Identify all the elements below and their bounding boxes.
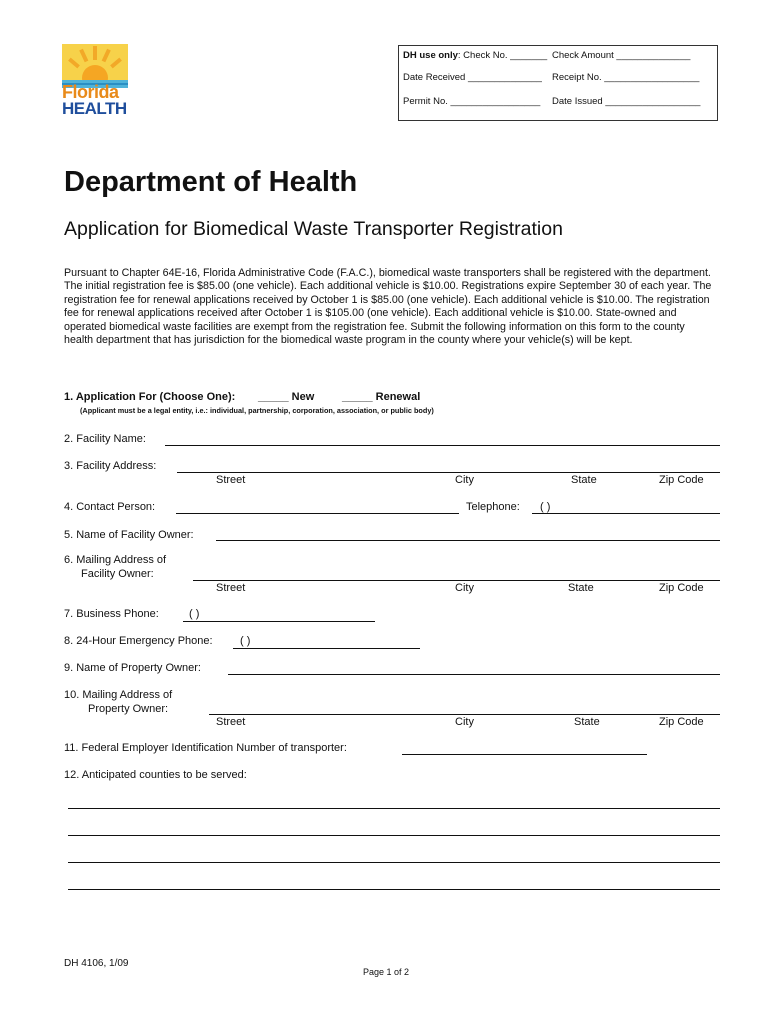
property-owner-label: 9. Name of Property Owner: <box>64 662 201 674</box>
property-address-state-label: State <box>574 716 600 728</box>
florida-health-logo <box>62 44 128 122</box>
property-owner-input[interactable] <box>228 674 720 675</box>
business-phone-area-code: ( ) <box>189 608 200 620</box>
facility-address-city-label: City <box>455 474 474 486</box>
check-amount-field[interactable]: Check Amount ______________ <box>552 50 691 61</box>
q1-label: 1. Application For (Choose One): <box>64 391 236 403</box>
facility-address-state-label: State <box>571 474 597 486</box>
business-phone-label: 7. Business Phone: <box>64 608 159 620</box>
telephone-label: Telephone: <box>466 501 520 513</box>
receipt-no-field[interactable]: Receipt No. __________________ <box>552 72 700 83</box>
business-phone-input[interactable] <box>183 621 375 622</box>
form-id: DH 4106, 1/09 <box>64 958 129 969</box>
counties-input-line-2[interactable] <box>68 835 720 836</box>
q1-option-new[interactable]: _____ New <box>258 391 315 403</box>
logo-text-florida: Florida <box>62 82 119 102</box>
facility-owner-input[interactable] <box>216 540 720 541</box>
counties-input-line-3[interactable] <box>68 862 720 863</box>
logo-text-health: HEALTH <box>62 99 127 118</box>
page-subtitle: Application for Biomedical Waste Transporter Registration <box>64 218 563 240</box>
fein-input[interactable] <box>402 754 647 755</box>
contact-person-input[interactable] <box>176 513 459 514</box>
owner-address-city-label: City <box>455 582 474 594</box>
telephone-input[interactable] <box>532 513 720 514</box>
facility-owner-mailing-label-2: Facility Owner: <box>81 568 154 580</box>
page-number: Page 1 of 2 <box>363 967 410 977</box>
facility-name-input[interactable] <box>165 445 720 446</box>
intro-paragraph: Pursuant to Chapter 64E-16, Florida Administrative Code (F.A.C.), biomedical waste transporters shall be registered with the department. The initial registration fee is $85.00 (one vehicle). Each additional vehicle is $10.00. Registrations expire September 30 of each year. The registration fee for renewal applications received by October 1 is $85.00 (one vehicle). Each additional vehicle is $10.00. The registration fee for renewal applications received after October 1 is $105.00 (one vehicle). Each additional vehicle is $10.00. State-owned and operated biomedical waste facilities are exempt from the registration fee. Submit the following information on this form to the county health department that has jurisdiction for the biomedical waste program in the county where your vehicle(s) will be kept. <box>64 267 712 347</box>
property-owner-mailing-label-2: Property Owner: <box>88 703 169 715</box>
date-received-field[interactable]: Date Received ______________ <box>403 72 542 83</box>
facility-owner-mailing-input[interactable] <box>193 580 720 581</box>
facility-address-zip-label: Zip Code <box>659 474 704 486</box>
permit-no-field[interactable]: Permit No. _________________ <box>403 96 541 107</box>
q1-note: (Applicant must be a legal entity, i.e.: individual, partnership, corporation, association, or public body) <box>80 406 434 415</box>
facility-name-label: 2. Facility Name: <box>64 433 146 445</box>
counties-label: 12. Anticipated counties to be served: <box>64 769 247 781</box>
facility-owner-label: 5. Name of Facility Owner: <box>64 529 194 541</box>
emergency-phone-area-code: ( ) <box>240 635 251 647</box>
page-title: Department of Health <box>64 166 358 198</box>
fein-label: 11. Federal Employer Identification Number of transporter: <box>64 742 347 754</box>
office-use-label: DH use only: Check No. _______ <box>403 50 548 61</box>
property-address-zip-label: Zip Code <box>659 716 704 728</box>
telephone-area-code: ( ) <box>540 501 551 513</box>
facility-owner-mailing-label-1: 6. Mailing Address of <box>64 554 167 566</box>
emergency-phone-input[interactable] <box>233 648 420 649</box>
counties-input-line-1[interactable] <box>68 808 720 809</box>
property-owner-mailing-label-1: 10. Mailing Address of <box>64 689 173 701</box>
facility-address-label: 3. Facility Address: <box>64 460 157 472</box>
q1-option-renewal[interactable]: _____ Renewal <box>342 391 421 403</box>
emergency-phone-label: 8. 24-Hour Emergency Phone: <box>64 635 213 647</box>
owner-address-state-label: State <box>568 582 594 594</box>
facility-address-input[interactable] <box>177 472 720 473</box>
property-address-city-label: City <box>455 716 474 728</box>
office-use-box <box>398 45 718 121</box>
owner-address-zip-label: Zip Code <box>659 582 704 594</box>
contact-person-label: 4. Contact Person: <box>64 501 156 513</box>
counties-input-line-4[interactable] <box>68 889 720 890</box>
date-issued-field[interactable]: Date Issued __________________ <box>552 96 701 107</box>
owner-address-street-label: Street <box>216 582 246 594</box>
property-owner-mailing-input[interactable] <box>209 714 720 715</box>
facility-address-street-label: Street <box>216 474 246 486</box>
property-address-street-label: Street <box>216 716 246 728</box>
